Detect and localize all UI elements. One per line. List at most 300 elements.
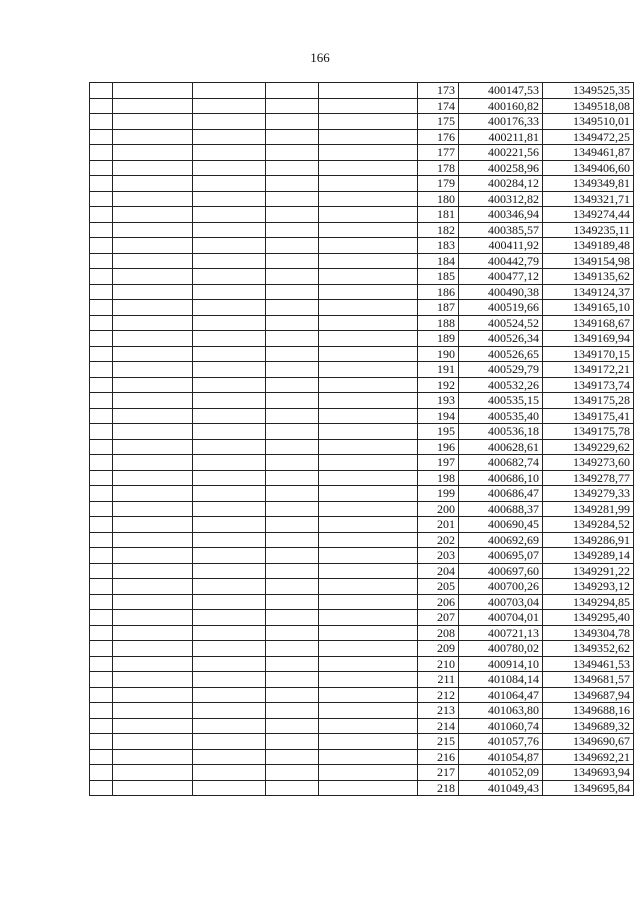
empty-cell	[90, 393, 113, 409]
empty-cell	[266, 129, 319, 145]
empty-cell	[319, 470, 418, 486]
y-coordinate-cell: 1349349,81	[543, 176, 634, 192]
empty-cell	[266, 439, 319, 455]
empty-cell	[266, 563, 319, 579]
y-coordinate-cell: 1349294,85	[543, 594, 634, 610]
empty-cell	[193, 780, 266, 796]
empty-cell	[193, 439, 266, 455]
empty-cell	[113, 501, 193, 517]
empty-cell	[319, 253, 418, 269]
x-coordinate-cell: 401060,74	[459, 718, 543, 734]
point-number-cell: 180	[418, 191, 459, 207]
empty-cell	[319, 98, 418, 114]
empty-cell	[90, 300, 113, 316]
empty-cell	[113, 315, 193, 331]
point-number-cell: 195	[418, 424, 459, 440]
empty-cell	[319, 284, 418, 300]
empty-cell	[266, 377, 319, 393]
point-number-cell: 207	[418, 610, 459, 626]
empty-cell	[319, 145, 418, 161]
point-number-cell: 204	[418, 563, 459, 579]
empty-cell	[90, 114, 113, 130]
table-row	[90, 486, 634, 502]
empty-cell	[113, 579, 193, 595]
table-row	[90, 207, 634, 223]
empty-cell	[90, 656, 113, 672]
empty-cell	[113, 253, 193, 269]
empty-cell	[113, 176, 193, 192]
empty-cell	[319, 300, 418, 316]
empty-cell	[319, 455, 418, 471]
x-coordinate-cell: 400535,40	[459, 408, 543, 424]
empty-cell	[266, 114, 319, 130]
empty-cell	[113, 563, 193, 579]
empty-cell	[113, 377, 193, 393]
y-coordinate-cell: 1349175,41	[543, 408, 634, 424]
empty-cell	[193, 331, 266, 347]
table-row	[90, 470, 634, 486]
x-coordinate-cell: 400526,65	[459, 346, 543, 362]
empty-cell	[113, 517, 193, 533]
empty-cell	[193, 98, 266, 114]
coordinates-table	[89, 82, 634, 796]
empty-cell	[319, 160, 418, 176]
y-coordinate-cell: 1349170,15	[543, 346, 634, 362]
table-row	[90, 501, 634, 517]
empty-cell	[193, 114, 266, 130]
empty-cell	[266, 269, 319, 285]
point-number-cell: 205	[418, 579, 459, 595]
empty-cell	[266, 765, 319, 781]
point-number-cell: 197	[418, 455, 459, 471]
x-coordinate-cell: 400258,96	[459, 160, 543, 176]
empty-cell	[193, 315, 266, 331]
table-row	[90, 176, 634, 192]
empty-cell	[90, 687, 113, 703]
empty-cell	[90, 362, 113, 378]
empty-cell	[319, 331, 418, 347]
empty-cell	[193, 656, 266, 672]
empty-cell	[113, 718, 193, 734]
y-coordinate-cell: 1349284,52	[543, 517, 634, 533]
empty-cell	[319, 393, 418, 409]
table-row	[90, 687, 634, 703]
empty-cell	[266, 718, 319, 734]
x-coordinate-cell: 400346,94	[459, 207, 543, 223]
point-number-cell: 208	[418, 625, 459, 641]
point-number-cell: 190	[418, 346, 459, 362]
empty-cell	[266, 672, 319, 688]
table-row	[90, 765, 634, 781]
y-coordinate-cell: 1349321,71	[543, 191, 634, 207]
empty-cell	[319, 641, 418, 657]
empty-cell	[90, 563, 113, 579]
empty-cell	[90, 548, 113, 564]
empty-cell	[90, 98, 113, 114]
empty-cell	[319, 594, 418, 610]
empty-cell	[319, 625, 418, 641]
empty-cell	[319, 176, 418, 192]
empty-cell	[266, 253, 319, 269]
x-coordinate-cell: 400536,18	[459, 424, 543, 440]
table-row	[90, 98, 634, 114]
empty-cell	[90, 238, 113, 254]
x-coordinate-cell: 401057,76	[459, 734, 543, 750]
empty-cell	[90, 160, 113, 176]
table-row	[90, 269, 634, 285]
empty-cell	[319, 703, 418, 719]
table-row	[90, 641, 634, 657]
table-row	[90, 191, 634, 207]
point-number-cell: 199	[418, 486, 459, 502]
y-coordinate-cell: 1349518,08	[543, 98, 634, 114]
empty-cell	[319, 362, 418, 378]
point-number-cell: 198	[418, 470, 459, 486]
table-row	[90, 455, 634, 471]
empty-cell	[266, 315, 319, 331]
point-number-cell: 191	[418, 362, 459, 378]
empty-cell	[90, 346, 113, 362]
point-number-cell: 175	[418, 114, 459, 130]
table-row	[90, 129, 634, 145]
empty-cell	[193, 563, 266, 579]
empty-cell	[193, 83, 266, 99]
empty-cell	[193, 579, 266, 595]
empty-cell	[193, 594, 266, 610]
x-coordinate-cell: 400490,38	[459, 284, 543, 300]
empty-cell	[266, 656, 319, 672]
empty-cell	[319, 377, 418, 393]
empty-cell	[113, 687, 193, 703]
empty-cell	[193, 160, 266, 176]
y-coordinate-cell: 1349689,32	[543, 718, 634, 734]
x-coordinate-cell: 400686,10	[459, 470, 543, 486]
point-number-cell: 187	[418, 300, 459, 316]
empty-cell	[319, 439, 418, 455]
empty-cell	[113, 424, 193, 440]
x-coordinate-cell: 400312,82	[459, 191, 543, 207]
empty-cell	[90, 594, 113, 610]
empty-cell	[193, 532, 266, 548]
empty-cell	[193, 145, 266, 161]
x-coordinate-cell: 400703,04	[459, 594, 543, 610]
empty-cell	[319, 129, 418, 145]
y-coordinate-cell: 1349281,99	[543, 501, 634, 517]
x-coordinate-cell: 400524,52	[459, 315, 543, 331]
empty-cell	[266, 625, 319, 641]
point-number-cell: 210	[418, 656, 459, 672]
point-number-cell: 194	[418, 408, 459, 424]
empty-cell	[193, 408, 266, 424]
x-coordinate-cell: 400284,12	[459, 176, 543, 192]
y-coordinate-cell: 1349279,33	[543, 486, 634, 502]
empty-cell	[266, 532, 319, 548]
y-coordinate-cell: 1349461,87	[543, 145, 634, 161]
point-number-cell: 178	[418, 160, 459, 176]
empty-cell	[266, 548, 319, 564]
table-row	[90, 114, 634, 130]
empty-cell	[193, 424, 266, 440]
empty-cell	[113, 703, 193, 719]
x-coordinate-cell: 400442,79	[459, 253, 543, 269]
empty-cell	[319, 532, 418, 548]
empty-cell	[193, 486, 266, 502]
table-row	[90, 331, 634, 347]
empty-cell	[90, 331, 113, 347]
empty-cell	[193, 687, 266, 703]
y-coordinate-cell: 1349175,28	[543, 393, 634, 409]
table-row	[90, 222, 634, 238]
point-number-cell: 215	[418, 734, 459, 750]
empty-cell	[319, 346, 418, 362]
empty-cell	[266, 191, 319, 207]
x-coordinate-cell: 400519,66	[459, 300, 543, 316]
empty-cell	[193, 362, 266, 378]
empty-cell	[193, 346, 266, 362]
empty-cell	[113, 641, 193, 657]
empty-cell	[113, 455, 193, 471]
x-coordinate-cell: 400526,34	[459, 331, 543, 347]
x-coordinate-cell: 400211,81	[459, 129, 543, 145]
empty-cell	[90, 377, 113, 393]
y-coordinate-cell: 1349124,37	[543, 284, 634, 300]
point-number-cell: 193	[418, 393, 459, 409]
table-row	[90, 377, 634, 393]
point-number-cell: 218	[418, 780, 459, 796]
y-coordinate-cell: 1349165,10	[543, 300, 634, 316]
empty-cell	[193, 470, 266, 486]
point-number-cell: 216	[418, 749, 459, 765]
empty-cell	[113, 222, 193, 238]
empty-cell	[266, 300, 319, 316]
empty-cell	[193, 377, 266, 393]
table-row	[90, 734, 634, 750]
empty-cell	[113, 749, 193, 765]
empty-cell	[90, 455, 113, 471]
x-coordinate-cell: 400477,12	[459, 269, 543, 285]
empty-cell	[266, 703, 319, 719]
empty-cell	[113, 486, 193, 502]
empty-cell	[266, 424, 319, 440]
table-row	[90, 439, 634, 455]
empty-cell	[193, 703, 266, 719]
empty-cell	[90, 284, 113, 300]
point-number-cell: 182	[418, 222, 459, 238]
empty-cell	[113, 408, 193, 424]
empty-cell	[193, 749, 266, 765]
empty-cell	[266, 517, 319, 533]
empty-cell	[319, 749, 418, 765]
empty-cell	[90, 765, 113, 781]
table-row	[90, 749, 634, 765]
x-coordinate-cell: 400697,60	[459, 563, 543, 579]
y-coordinate-cell: 1349169,94	[543, 331, 634, 347]
empty-cell	[319, 672, 418, 688]
empty-cell	[319, 501, 418, 517]
table-row	[90, 532, 634, 548]
empty-cell	[113, 470, 193, 486]
empty-cell	[193, 269, 266, 285]
table-row	[90, 548, 634, 564]
y-coordinate-cell: 1349406,60	[543, 160, 634, 176]
empty-cell	[319, 780, 418, 796]
empty-cell	[266, 284, 319, 300]
empty-cell	[90, 749, 113, 765]
empty-cell	[113, 191, 193, 207]
empty-cell	[319, 656, 418, 672]
table-row	[90, 703, 634, 719]
x-coordinate-cell: 400628,61	[459, 439, 543, 455]
empty-cell	[266, 408, 319, 424]
x-coordinate-cell: 400682,74	[459, 455, 543, 471]
x-coordinate-cell: 401063,80	[459, 703, 543, 719]
y-coordinate-cell: 1349291,22	[543, 563, 634, 579]
empty-cell	[319, 563, 418, 579]
empty-cell	[90, 145, 113, 161]
empty-cell	[113, 439, 193, 455]
empty-cell	[113, 207, 193, 223]
empty-cell	[113, 346, 193, 362]
point-number-cell: 188	[418, 315, 459, 331]
y-coordinate-cell: 1349293,12	[543, 579, 634, 595]
point-number-cell: 183	[418, 238, 459, 254]
point-number-cell: 213	[418, 703, 459, 719]
x-coordinate-cell: 400692,69	[459, 532, 543, 548]
point-number-cell: 212	[418, 687, 459, 703]
empty-cell	[319, 687, 418, 703]
table-row	[90, 300, 634, 316]
empty-cell	[90, 176, 113, 192]
table-row	[90, 579, 634, 595]
empty-cell	[113, 300, 193, 316]
empty-cell	[90, 222, 113, 238]
empty-cell	[113, 610, 193, 626]
empty-cell	[193, 238, 266, 254]
table-row	[90, 672, 634, 688]
empty-cell	[193, 718, 266, 734]
empty-cell	[90, 269, 113, 285]
empty-cell	[90, 734, 113, 750]
empty-cell	[319, 486, 418, 502]
x-coordinate-cell: 400704,01	[459, 610, 543, 626]
empty-cell	[319, 424, 418, 440]
empty-cell	[113, 145, 193, 161]
y-coordinate-cell: 1349274,44	[543, 207, 634, 223]
x-coordinate-cell: 400411,92	[459, 238, 543, 254]
x-coordinate-cell: 400532,26	[459, 377, 543, 393]
empty-cell	[193, 455, 266, 471]
empty-cell	[90, 672, 113, 688]
table-row	[90, 610, 634, 626]
empty-cell	[90, 408, 113, 424]
empty-cell	[113, 269, 193, 285]
y-coordinate-cell: 1349525,35	[543, 83, 634, 99]
empty-cell	[90, 191, 113, 207]
empty-cell	[266, 749, 319, 765]
y-coordinate-cell: 1349688,16	[543, 703, 634, 719]
empty-cell	[90, 315, 113, 331]
x-coordinate-cell: 400686,47	[459, 486, 543, 502]
x-coordinate-cell: 400160,82	[459, 98, 543, 114]
empty-cell	[319, 548, 418, 564]
x-coordinate-cell: 400780,02	[459, 641, 543, 657]
empty-cell	[113, 734, 193, 750]
x-coordinate-cell: 400221,56	[459, 145, 543, 161]
empty-cell	[113, 594, 193, 610]
point-number-cell: 211	[418, 672, 459, 688]
x-coordinate-cell: 400914,10	[459, 656, 543, 672]
empty-cell	[90, 486, 113, 502]
empty-cell	[319, 579, 418, 595]
x-coordinate-cell: 400695,07	[459, 548, 543, 564]
empty-cell	[90, 501, 113, 517]
x-coordinate-cell: 401084,14	[459, 672, 543, 688]
empty-cell	[90, 207, 113, 223]
point-number-cell: 217	[418, 765, 459, 781]
empty-cell	[193, 191, 266, 207]
empty-cell	[193, 548, 266, 564]
empty-cell	[90, 610, 113, 626]
table-row	[90, 315, 634, 331]
empty-cell	[319, 238, 418, 254]
point-number-cell: 186	[418, 284, 459, 300]
empty-cell	[193, 517, 266, 533]
empty-cell	[113, 331, 193, 347]
empty-cell	[319, 718, 418, 734]
empty-cell	[319, 191, 418, 207]
x-coordinate-cell: 400176,33	[459, 114, 543, 130]
y-coordinate-cell: 1349461,53	[543, 656, 634, 672]
empty-cell	[90, 532, 113, 548]
point-number-cell: 192	[418, 377, 459, 393]
empty-cell	[266, 780, 319, 796]
empty-cell	[266, 145, 319, 161]
empty-cell	[266, 455, 319, 471]
table-row	[90, 594, 634, 610]
empty-cell	[90, 703, 113, 719]
empty-cell	[266, 176, 319, 192]
y-coordinate-cell: 1349229,62	[543, 439, 634, 455]
table-row	[90, 362, 634, 378]
empty-cell	[193, 765, 266, 781]
y-coordinate-cell: 1349273,60	[543, 455, 634, 471]
empty-cell	[193, 222, 266, 238]
empty-cell	[113, 393, 193, 409]
empty-cell	[90, 718, 113, 734]
table-row	[90, 393, 634, 409]
point-number-cell: 189	[418, 331, 459, 347]
empty-cell	[266, 98, 319, 114]
empty-cell	[266, 501, 319, 517]
table-row	[90, 238, 634, 254]
empty-cell	[90, 129, 113, 145]
empty-cell	[193, 129, 266, 145]
empty-cell	[90, 439, 113, 455]
empty-cell	[90, 780, 113, 796]
empty-cell	[266, 331, 319, 347]
empty-cell	[266, 83, 319, 99]
empty-cell	[266, 486, 319, 502]
empty-cell	[90, 579, 113, 595]
empty-cell	[113, 284, 193, 300]
table-row	[90, 780, 634, 796]
empty-cell	[266, 346, 319, 362]
empty-cell	[113, 362, 193, 378]
empty-cell	[319, 315, 418, 331]
point-number-cell: 203	[418, 548, 459, 564]
empty-cell	[113, 672, 193, 688]
empty-cell	[90, 424, 113, 440]
